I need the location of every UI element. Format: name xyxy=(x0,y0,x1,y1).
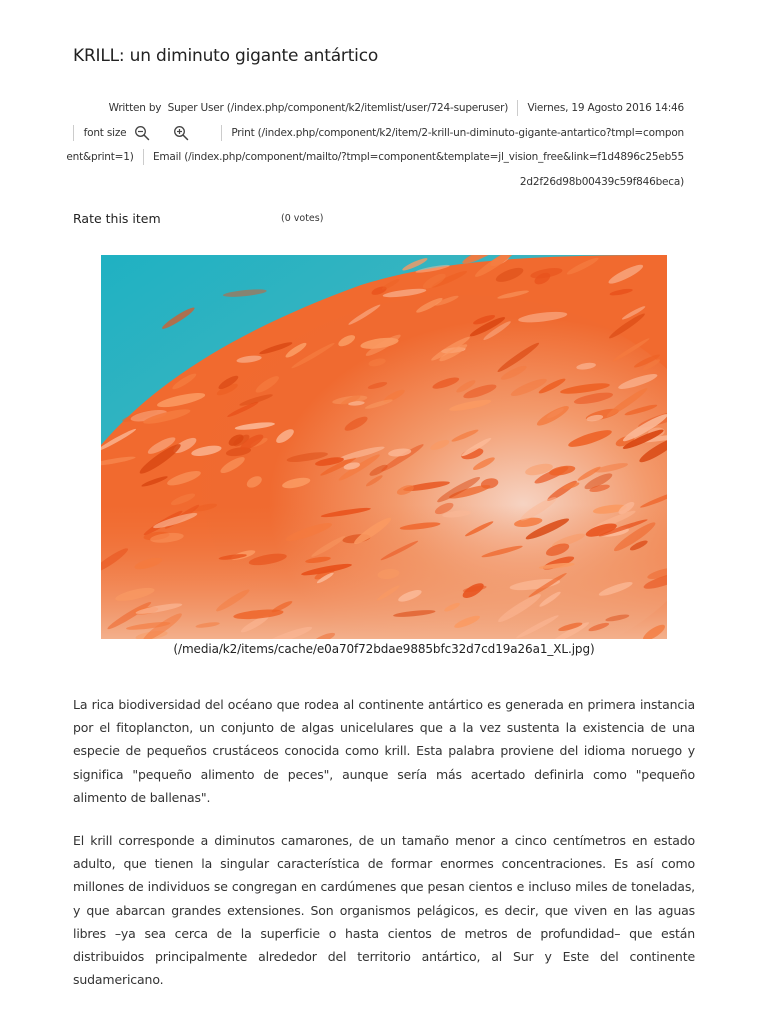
written-by-label: Written by xyxy=(108,102,162,114)
image-caption: (/media/k2/items/cache/e0a70f72bdae9885bfc32d7cd19a26a1_XL.jpg) xyxy=(173,642,595,656)
article-paragraph-2: El krill corresponde a diminutos camarones, de un tamaño menor a cinco centímetros en estado adulto, que tienen la singular característica de formar enormes concentraciones. Es así como millones de individuos se congregan en cardúmenes que pesan cientos e incluso miles de toneladas, y que abarcan grandes extensiones. Son organismos pelágicos, es decir, que viven en las aguas libres –ya sea cerca de la superficie o hasta cientos de metros de profundidad– que están distribuidos principalmente alrededor del territorio antártico, al Sur y Este del continente sudamericano. xyxy=(73,833,695,988)
font-size-label: font size xyxy=(83,126,127,139)
meta-divider xyxy=(517,100,518,116)
zoom-in-icon[interactable] xyxy=(173,125,189,141)
meta-divider xyxy=(73,125,74,141)
article-paragraph-1: La rica biodiversidad del océano que rodea al continente antártico es generada en primera instancia por el fitoplancton, un conjunto de algas unicelulares que a la vez sustenta la existencia de una especie de pequeños crustáceos conocida como krill. Esta palabra proviene del idioma noruego y significa "pequeño alimento de peces", aunque sería más acertado definirla como "pequeño alimento de ballenas". xyxy=(73,697,695,805)
article-image[interactable] xyxy=(101,255,667,639)
article-title: KRILL: un diminuto gigante antártico xyxy=(73,46,379,66)
article-date: Viernes, 19 Agosto 2016 14:46 xyxy=(527,102,684,114)
krill-swarm-photo xyxy=(101,255,667,639)
print-link[interactable]: Print (/index.php/component/k2/item/2-krill-un-diminuto-gigante-antartico?tmpl=component&print=1) xyxy=(66,126,684,163)
zoom-out-icon[interactable] xyxy=(134,125,150,141)
meta-divider xyxy=(143,149,144,165)
rating-row xyxy=(73,211,693,229)
rating-votes: (0 votes) xyxy=(281,213,324,224)
rating-label: Rate this item xyxy=(73,211,161,226)
article-meta xyxy=(64,96,684,194)
author-link[interactable]: Super User (/index.php/component/k2/itemlist/user/724-superuser) xyxy=(167,102,509,114)
email-link[interactable]: Email (/index.php/component/mailto/?tmpl=component&template=jl_vision_free&link=f1d4896c25eb552d2f26d98b00439c59f846beca) xyxy=(152,151,684,188)
meta-divider xyxy=(221,125,222,141)
